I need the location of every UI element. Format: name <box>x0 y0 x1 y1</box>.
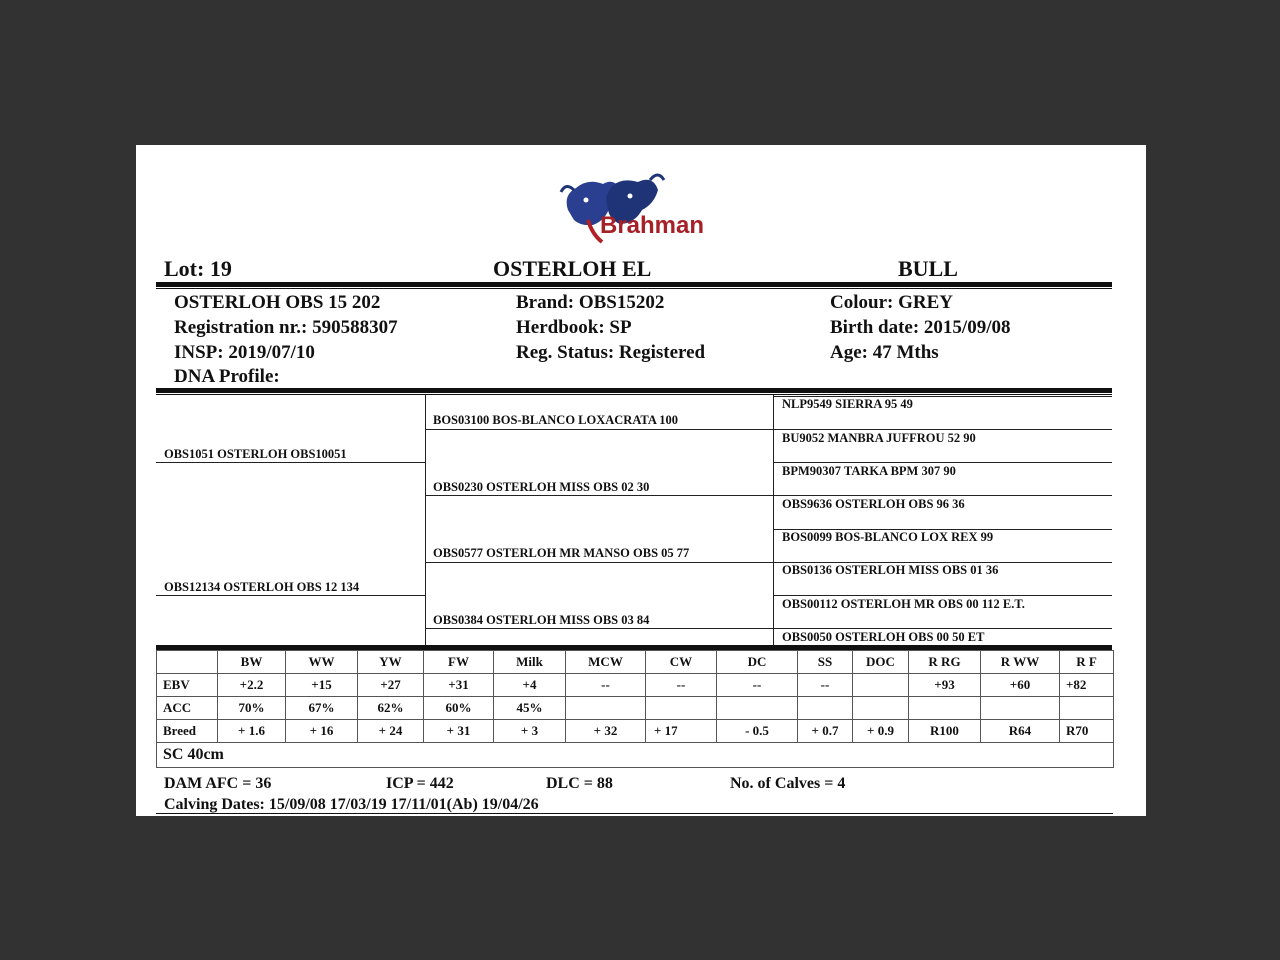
age: Age: 47 Mths <box>830 342 939 363</box>
table-cell: + 31 <box>424 720 494 743</box>
table-cell: + 3 <box>494 720 566 743</box>
table-header <box>157 651 218 674</box>
divider <box>156 394 1112 395</box>
table-cell: + 1.6 <box>218 720 286 743</box>
table-cell: -- <box>566 674 646 697</box>
table-cell <box>717 697 798 720</box>
table-cell: + 16 <box>286 720 358 743</box>
animal-id: OSTERLOH OBS 15 202 <box>174 292 381 313</box>
table-cell <box>798 697 853 720</box>
table-cell: + 17 <box>646 720 717 743</box>
table-cell <box>853 674 909 697</box>
calving-dates: Calving Dates: 15/09/08 17/03/19 17/11/01(Ab) 19/04/26 <box>164 796 539 813</box>
table-cell <box>981 697 1060 720</box>
table-cell: R64 <box>981 720 1060 743</box>
ebv-table <box>156 650 1114 768</box>
table-cell: + 24 <box>358 720 424 743</box>
table-header: MCW <box>566 651 646 674</box>
pedigree-dam-sire: OBS0577 OSTERLOH MR MANSO OBS 05 77 <box>433 546 690 560</box>
divider <box>156 813 1113 814</box>
reg-status: Reg. Status: Registered <box>516 342 706 363</box>
table-cell: 70% <box>218 697 286 720</box>
dlc: DLC = 88 <box>546 775 613 792</box>
pedigree-gen3: BPM90307 TARKA BPM 307 90 <box>782 464 956 478</box>
registration-number: Registration nr.: 590588307 <box>174 317 398 338</box>
table-cell: Breed <box>157 720 218 743</box>
table-cell <box>566 697 646 720</box>
table-cell: ACC <box>157 697 218 720</box>
table-cell: -- <box>646 674 717 697</box>
pedigree-gen3: NLP9549 SIERRA 95 49 <box>782 397 913 411</box>
brand: Brand: OBS15202 <box>516 292 665 313</box>
herdbook: Herdbook: SP <box>516 317 632 338</box>
scrotal-circumference: SC 40cm <box>157 743 1114 768</box>
table-cell: 62% <box>358 697 424 720</box>
table-header: BW <box>218 651 286 674</box>
pedigree-gen3: OBS9636 OSTERLOH OBS 96 36 <box>782 497 965 511</box>
table-cell: + 0.9 <box>853 720 909 743</box>
pedigree-sire-sire: BOS03100 BOS-BLANCO LOXACRATA 100 <box>433 413 679 427</box>
table-header: CW <box>646 651 717 674</box>
table-header: Milk <box>494 651 566 674</box>
pedigree-sire: OBS1051 OSTERLOH OBS10051 <box>164 447 347 461</box>
table-cell: R70 <box>1060 720 1114 743</box>
pedigree-gen3: BU9052 MANBRA JUFFROU 52 90 <box>782 431 976 445</box>
divider <box>156 388 1112 393</box>
table-cell: + 0.7 <box>798 720 853 743</box>
pedigree-dam-dam: OBS0384 OSTERLOH MISS OBS 03 84 <box>433 613 650 627</box>
divider <box>156 282 1112 287</box>
table-cell <box>1060 697 1114 720</box>
table-cell: +93 <box>909 674 981 697</box>
table-row-sc <box>157 743 1114 768</box>
table-header: DOC <box>853 651 909 674</box>
divider <box>156 288 1112 289</box>
table-cell: +60 <box>981 674 1060 697</box>
table-header-row <box>157 651 1114 674</box>
table-cell: R100 <box>909 720 981 743</box>
dam-afc: DAM AFC = 36 <box>164 775 272 792</box>
table-cell: 45% <box>494 697 566 720</box>
animal-sex: BULL <box>898 256 958 281</box>
table-cell: -- <box>798 674 853 697</box>
table-header: WW <box>286 651 358 674</box>
icp: ICP = 442 <box>386 775 454 792</box>
pedigree-gen3: BOS0099 BOS-BLANCO LOX REX 99 <box>782 530 994 544</box>
pedigree-sire-dam: OBS0230 OSTERLOH MISS OBS 02 30 <box>433 480 650 494</box>
colour: Colour: GREY <box>830 292 953 313</box>
table-header: FW <box>424 651 494 674</box>
lot-number: Lot: 19 <box>164 256 232 281</box>
pedigree-gen3: OBS0050 OSTERLOH OBS 00 50 ET <box>782 630 985 644</box>
table-cell: 67% <box>286 697 358 720</box>
table-header: YW <box>358 651 424 674</box>
table-cell: + 32 <box>566 720 646 743</box>
table-row-breed <box>157 720 1114 743</box>
table-header: DC <box>717 651 798 674</box>
table-header: R F <box>1060 651 1114 674</box>
number-of-calves: No. of Calves = 4 <box>730 775 846 792</box>
table-cell: +2.2 <box>218 674 286 697</box>
inspection-date: INSP: 2019/07/10 <box>174 342 315 363</box>
table-cell: +31 <box>424 674 494 697</box>
table-header: R RG <box>909 651 981 674</box>
table-header: R WW <box>981 651 1060 674</box>
brahman-logo <box>558 170 708 245</box>
pedigree-dam: OBS12134 OSTERLOH OBS 12 134 <box>164 580 360 594</box>
lot-card <box>136 145 1146 816</box>
pedigree-gen3: OBS0136 OSTERLOH MISS OBS 01 36 <box>782 563 999 577</box>
table-cell: +4 <box>494 674 566 697</box>
logo-wordmark: Brahman <box>600 212 705 239</box>
table-cell <box>909 697 981 720</box>
birth-date: Birth date: 2015/09/08 <box>830 317 1011 338</box>
table-row-ebv <box>157 674 1114 697</box>
table-cell: - 0.5 <box>717 720 798 743</box>
table-cell <box>646 697 717 720</box>
table-row-acc <box>157 697 1114 720</box>
pedigree-gen3: OBS00112 OSTERLOH MR OBS 00 112 E.T. <box>782 597 1025 611</box>
table-cell: -- <box>717 674 798 697</box>
table-cell: +15 <box>286 674 358 697</box>
dna-profile: DNA Profile: <box>174 366 280 387</box>
table-header: SS <box>798 651 853 674</box>
table-cell: +82 <box>1060 674 1114 697</box>
table-cell: 60% <box>424 697 494 720</box>
table-cell <box>853 697 909 720</box>
animal-name: OSTERLOH EL <box>493 256 652 281</box>
table-cell: EBV <box>157 674 218 697</box>
table-cell: +27 <box>358 674 424 697</box>
